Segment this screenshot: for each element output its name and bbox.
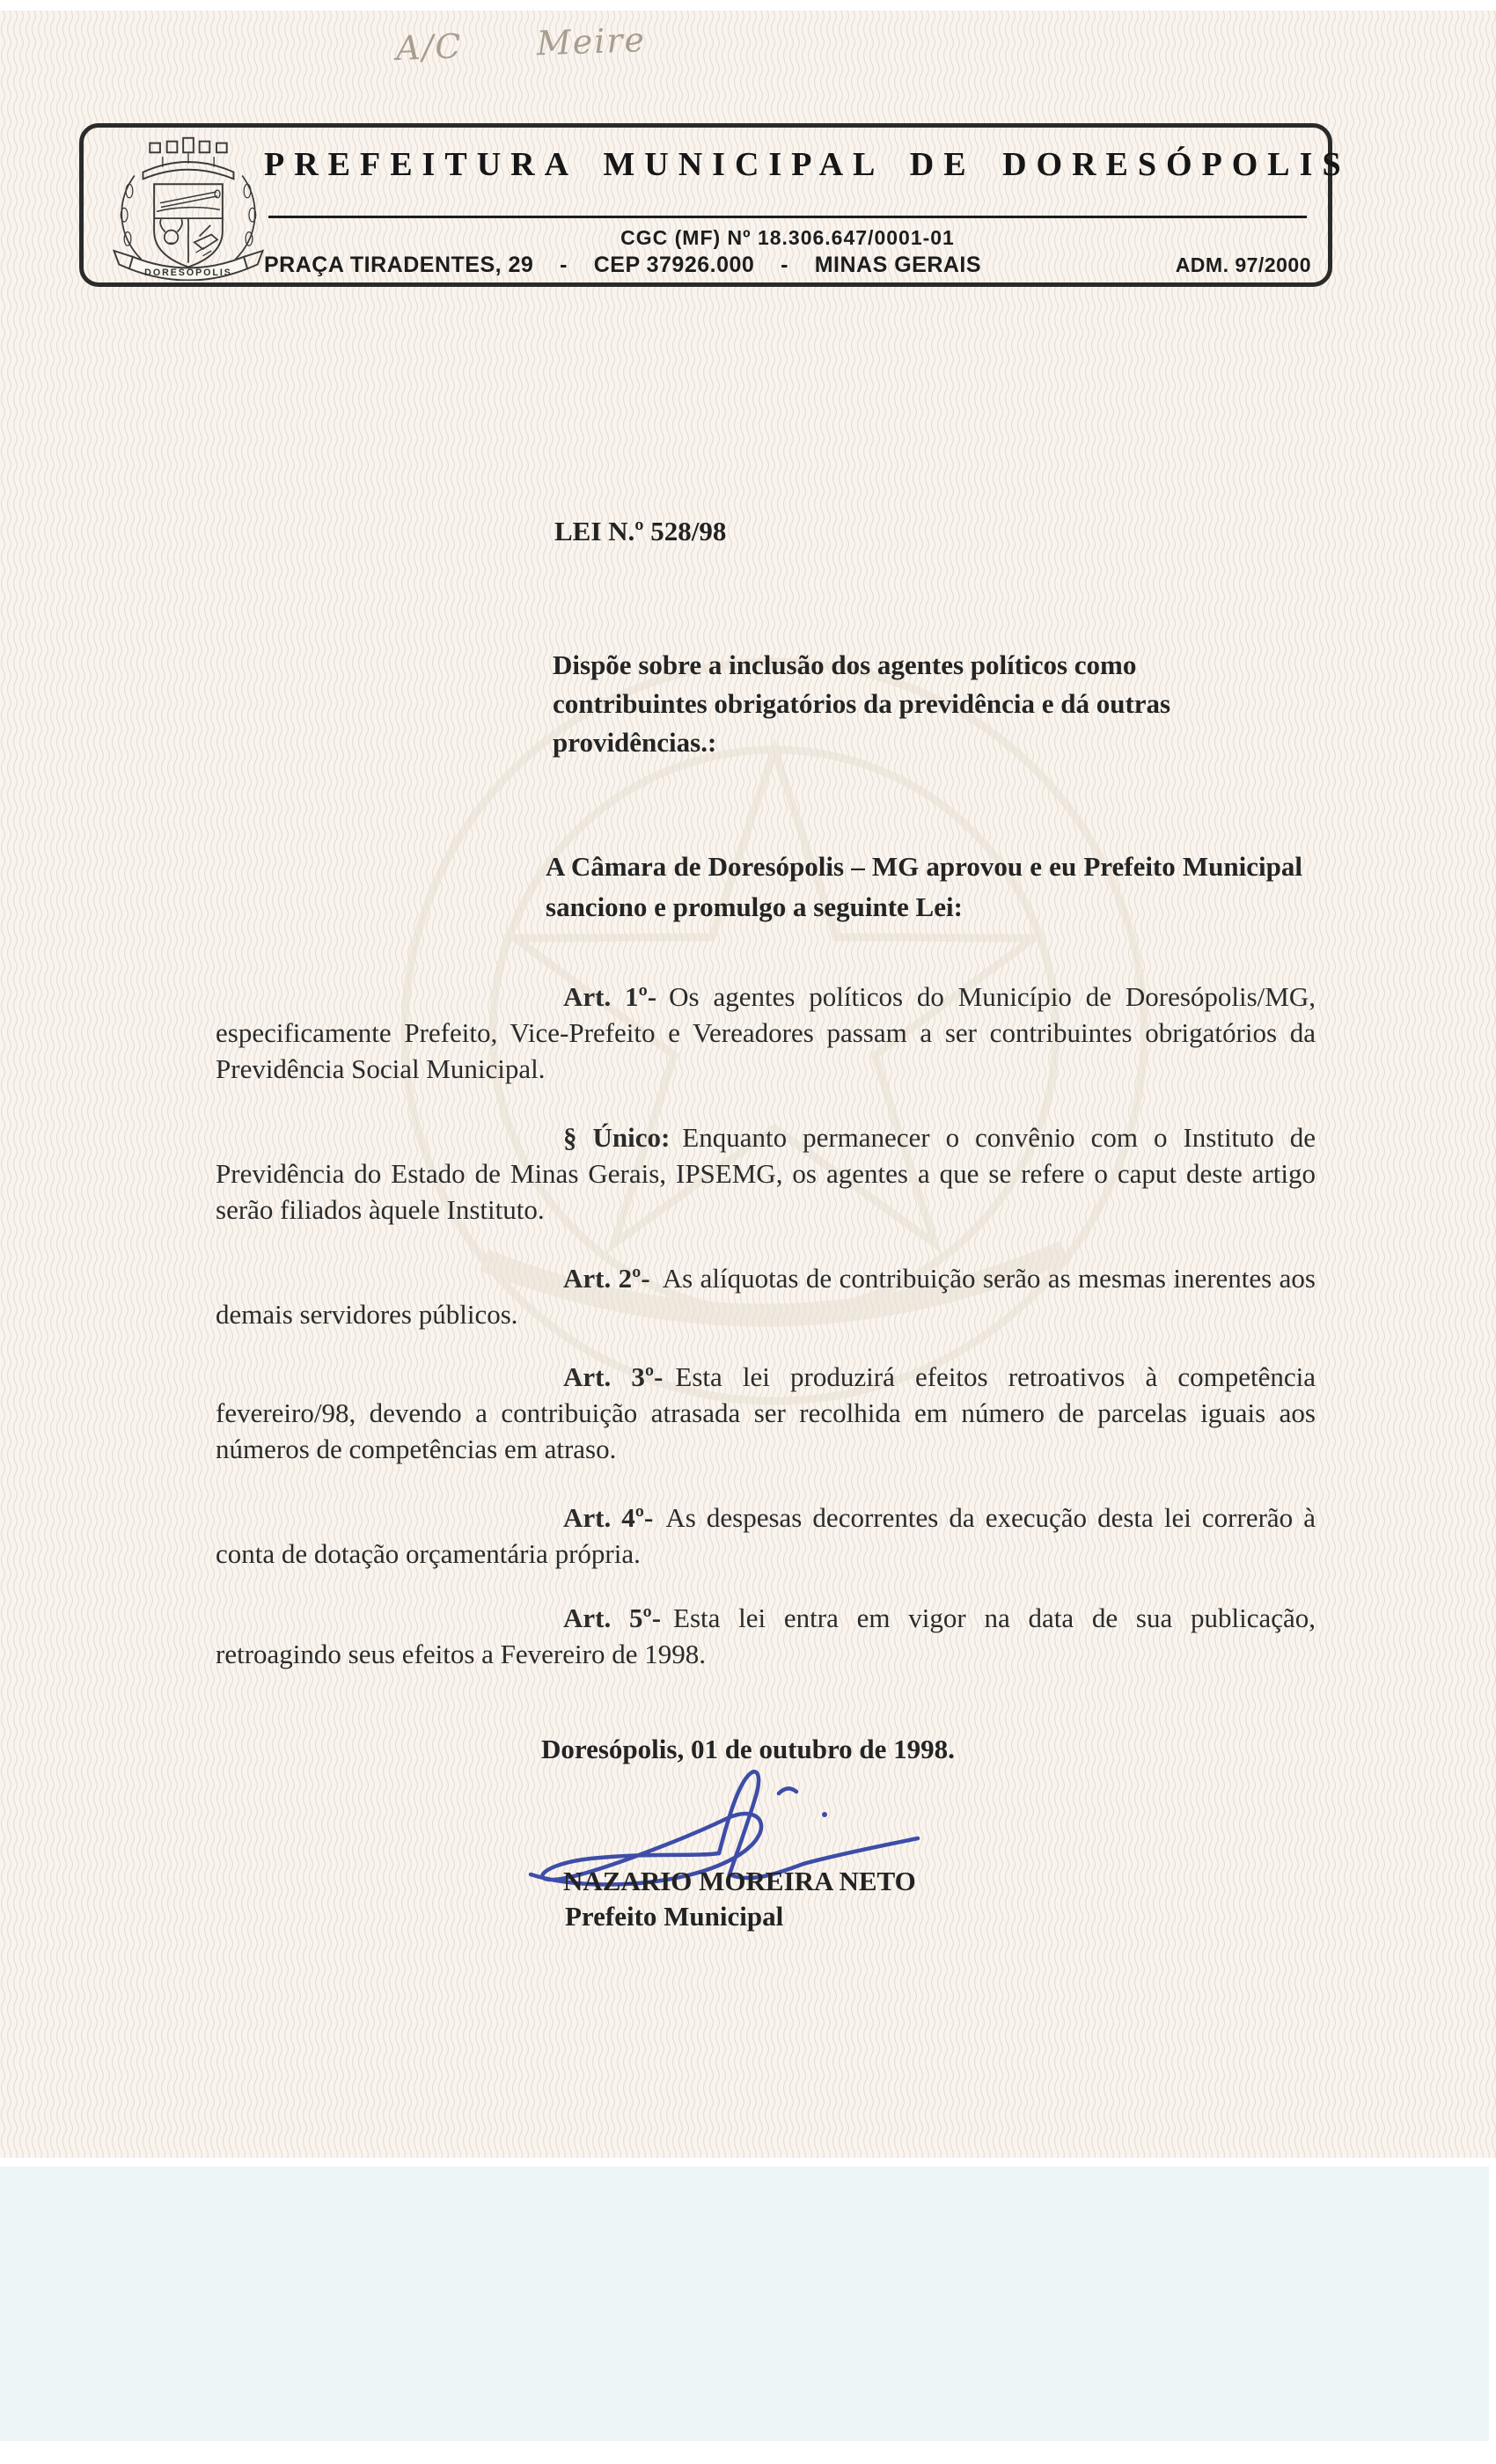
article-3-text: Esta lei produzirá efeitos retroativos à competência fevereiro/98, devendo a contribuição atrasada ser recolhida em número de parcelas iguais aos números de competências em atraso. (216, 1361, 1316, 1464)
paragraph-unico-label: § Único: (563, 1122, 671, 1153)
article-5-text: Esta lei entra em vigor na data de sua publicação, retroagindo seus efeitos a Fevereiro de 1998. (216, 1602, 1316, 1669)
handwritten-note: A/C Meire (395, 20, 647, 68)
article-1-text: Os agentes políticos do Município de Doresópolis/MG, especificamente Prefeito, Vice-Prefeito e Vereadores passam a ser contribuintes obrigatórios da Previdência Social Municipal. (216, 981, 1316, 1084)
article-1 (216, 979, 1316, 1087)
article-2-label: Art. 2º- (563, 1263, 650, 1294)
law-ementa: Dispõe sobre a inclusão dos agentes políticos como contribuintes obrigatórios da previdência e dá outras providências.: (553, 649, 1171, 758)
article-4-text: As despesas decorrentes da execução desta lei correrão à conta de dotação orçamentária própria. (216, 1502, 1316, 1569)
article-3-label: Art. 3º- (563, 1361, 664, 1392)
article-5 (216, 1600, 1316, 1672)
paper-sheet (0, 11, 1496, 2158)
signer-name: NAZARIO MOREIRA NETO (563, 1866, 916, 1896)
law-number: LEI N.º 528/98 (554, 516, 727, 546)
letterhead-cgc: CGC (MF) Nº 18.306.647/0001-01 (620, 226, 955, 249)
article-5-label: Art. 5º- (563, 1602, 662, 1633)
article-3 (216, 1359, 1316, 1467)
paragraph-unico (216, 1119, 1316, 1228)
crest-banner-text: DORESOPOLIS (144, 268, 232, 279)
scanner-background (0, 2167, 1489, 2441)
article-2-text: As alíquotas de contribuição serão as mesmas inerentes aos demais servidores públicos. (216, 1263, 1316, 1330)
letterhead-address-row (264, 253, 1311, 278)
article-1-label: Art. 1º- (563, 981, 657, 1012)
letterhead-adm-number: ADM. 97/2000 (1175, 253, 1311, 276)
article-4-label: Art. 4º- (563, 1502, 654, 1533)
letterhead-address: PRAÇA TIRADENTES, 29 - CEP 37926.000 - MINAS GERAIS (264, 253, 982, 277)
law-preamble: A Câmara de Doresópolis – MG aprovou e eu Prefeito Municipal sanciono e promulgo a seguinte Lei: (546, 851, 1302, 922)
signer-title: Prefeito Municipal (565, 1901, 784, 1932)
letterhead-title: PREFEITURA MUNICIPAL DE DORESÓPOLIS (264, 146, 1351, 183)
paragraph-unico-text: Enquanto permanecer o convênio com o Instituto de Previdência do Estado de Minas Gerais, IPSEMG, os agentes a que se refere o caput deste artigo serão filiados àquele Instituto. (216, 1122, 1316, 1225)
article-4 (216, 1500, 1316, 1572)
dateline: Doresópolis, 01 de outubro de 1998. (541, 1734, 955, 1764)
article-2 (216, 1260, 1316, 1332)
municipal-coat-of-arms (96, 131, 281, 281)
letterhead-box (79, 123, 1351, 287)
letterhead-rule (268, 216, 1307, 218)
